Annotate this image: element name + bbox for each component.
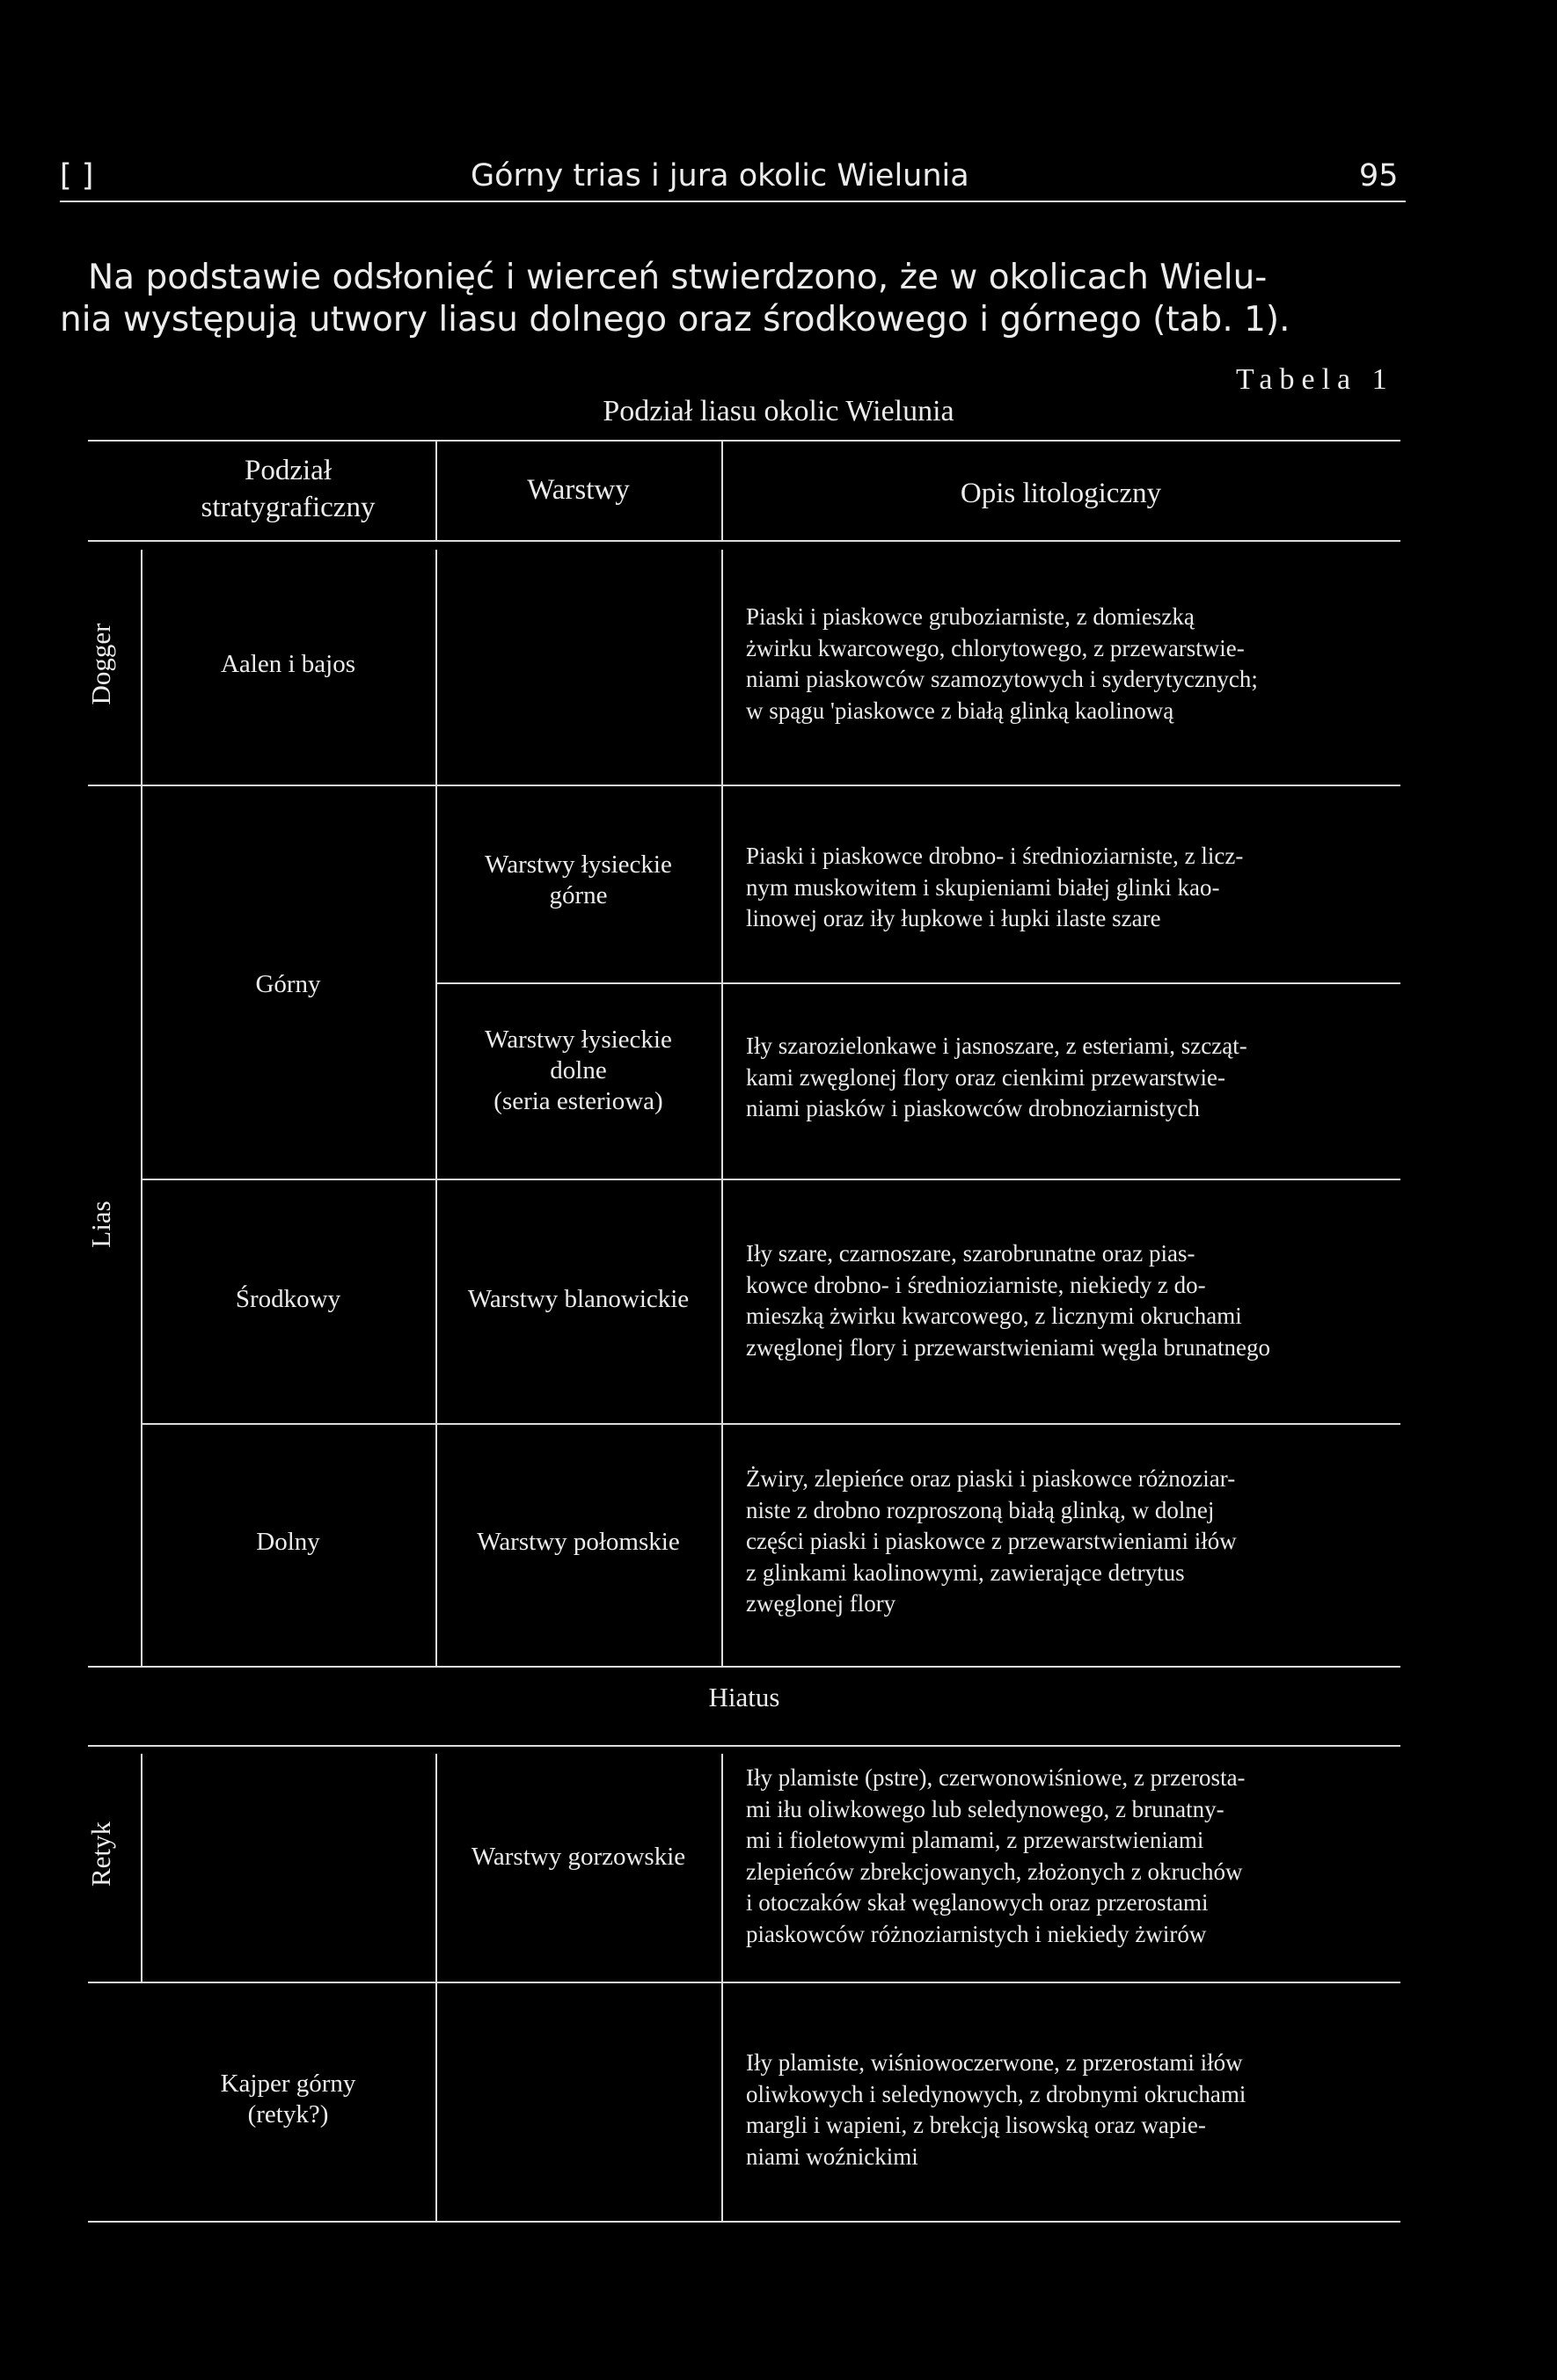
col-line-system-2 (141, 1754, 143, 1982)
rule-header-bottom (88, 540, 1400, 542)
header-stratigraphy: Podział stratygraficzny (201, 455, 376, 523)
division-gorny: Górny (255, 970, 321, 998)
system-retyk: Retyk (85, 1821, 116, 1887)
header-rule (60, 201, 1406, 202)
running-title: Górny trias i jura okolic Wielunia (471, 158, 969, 193)
rule-retyk-bottom (88, 1982, 1400, 1983)
page-number: 95 (1359, 158, 1399, 193)
system-dogger: Dogger (85, 623, 116, 705)
rule-dogger-bottom (88, 785, 1400, 786)
rule-lysieckie (435, 982, 1400, 984)
rule-hiatus-bottom (88, 1745, 1400, 1747)
rule-top (88, 440, 1400, 442)
header-layers: Warstwy (527, 474, 630, 506)
table-label: Tabela 1 (1236, 363, 1394, 396)
table-title: Podział liasu okolic Wielunia (603, 395, 954, 427)
rule-bottom (88, 2221, 1400, 2223)
rule-srodkowy-bottom (141, 1423, 1400, 1425)
division-srodkowy: Środkowy (235, 1285, 341, 1313)
description-lysieckie-dolne: Iły szarozielonkawe i jasnoszare, z esteriami, szcząt- kami zwęglonej flory oraz cienkimi przewarstwie- niami piasków i piaskowców drobnoziarnistych (746, 1033, 1247, 1121)
description-aalen: Piaski i piaskowce gruboziarniste, z domieszką żwirku kwarcowego, chlorytowego, z przewarstwie- niami piaskowców szamozytowych i syderytycznych; w spągu 'piaskowce z białą glinką kaolinową (746, 603, 1258, 724)
hiatus-label: Hiatus (708, 1682, 780, 1712)
description-blanowickie: Iły szare, czarnoszare, szarobrunatne oraz pias- kowce drobno- i średnioziarniste, niekiedy z do- mieszką żwirku kwarcowego, z licznymi okruchami zwęglonej flory i przewarstwieniami węgla brunatnego (746, 1240, 1271, 1361)
division-aalen: Aalen i bajos (220, 650, 355, 678)
intro-line-1: Na podstawie odsłonięć i wierceń stwierdzono, że w okolicach Wielu- (88, 258, 1268, 297)
header-marker: [ ] (60, 158, 94, 193)
layer-lysieckie-gorne: Warstwy łysieckie górne (485, 851, 672, 909)
header-description: Opis litologiczny (960, 478, 1162, 509)
description-gorzowskie: Iły plamiste (pstre), czerwonowiśniowe, z przerosta- mi iłu oliwkowego lub seledynowego, z brunatny- mi i fioletowymi plamami, z przewarstwieniami zlepieńców zbrekcjowanych, złożonych z okruchów i otoczaków skał węglanowych oraz przerostami piaskowców różnoziarnistych i niekiedy żwirów (746, 1764, 1246, 1947)
intro-line-2: nia występują utwory liasu dolnego oraz środkowego i górnego (tab. 1). (60, 300, 1290, 339)
layer-polomskie: Warstwy połomskie (477, 1528, 680, 1556)
system-lias: Lias (85, 1201, 116, 1248)
col-line-layers-2 (721, 1754, 723, 2221)
description-kajper: Iły plamiste, wiśniowoczerwone, z przerostami iłów oliwkowych i seledynowych, z drobnymi okruchami margli i wapieni, z brekcją lisowską oraz wapie- niami woźnickimi (746, 2049, 1246, 2170)
rule-gorny-bottom (141, 1179, 1400, 1180)
col-line-division-2 (435, 1754, 437, 2221)
division-kajper: Kajper górny (retyk?) (220, 2070, 356, 2128)
rule-lias-bottom (88, 1666, 1400, 1668)
col-line-layers-1 (721, 550, 723, 1666)
description-polomskie: Żwiry, zlepieńce oraz piaski i piaskowce różnoziar- niste z drobno rozproszoną białą glinką, w dolnej części piaski i piaskowce z przewarstwieniami iłów z glinkami kaolinowymi, zawierające detrytus zwęglonej flory (746, 1465, 1237, 1617)
layer-lysieckie-dolne: Warstwy łysieckie dolne (seria esteriowa) (485, 1026, 672, 1115)
division-dolny: Dolny (256, 1528, 320, 1556)
layer-blanowickie: Warstwy blanowickie (467, 1285, 690, 1313)
col-line-system-1 (141, 550, 143, 1666)
layer-gorzowskie: Warstwy gorzowskie (471, 1843, 686, 1871)
description-lysieckie-gorne: Piaski i piaskowce drobno- i średnioziarniste, z licz- nym muskowitem i skupieniami białej glinki kao- linowej oraz iły łupkowe i łupki ilaste szare (746, 843, 1244, 931)
